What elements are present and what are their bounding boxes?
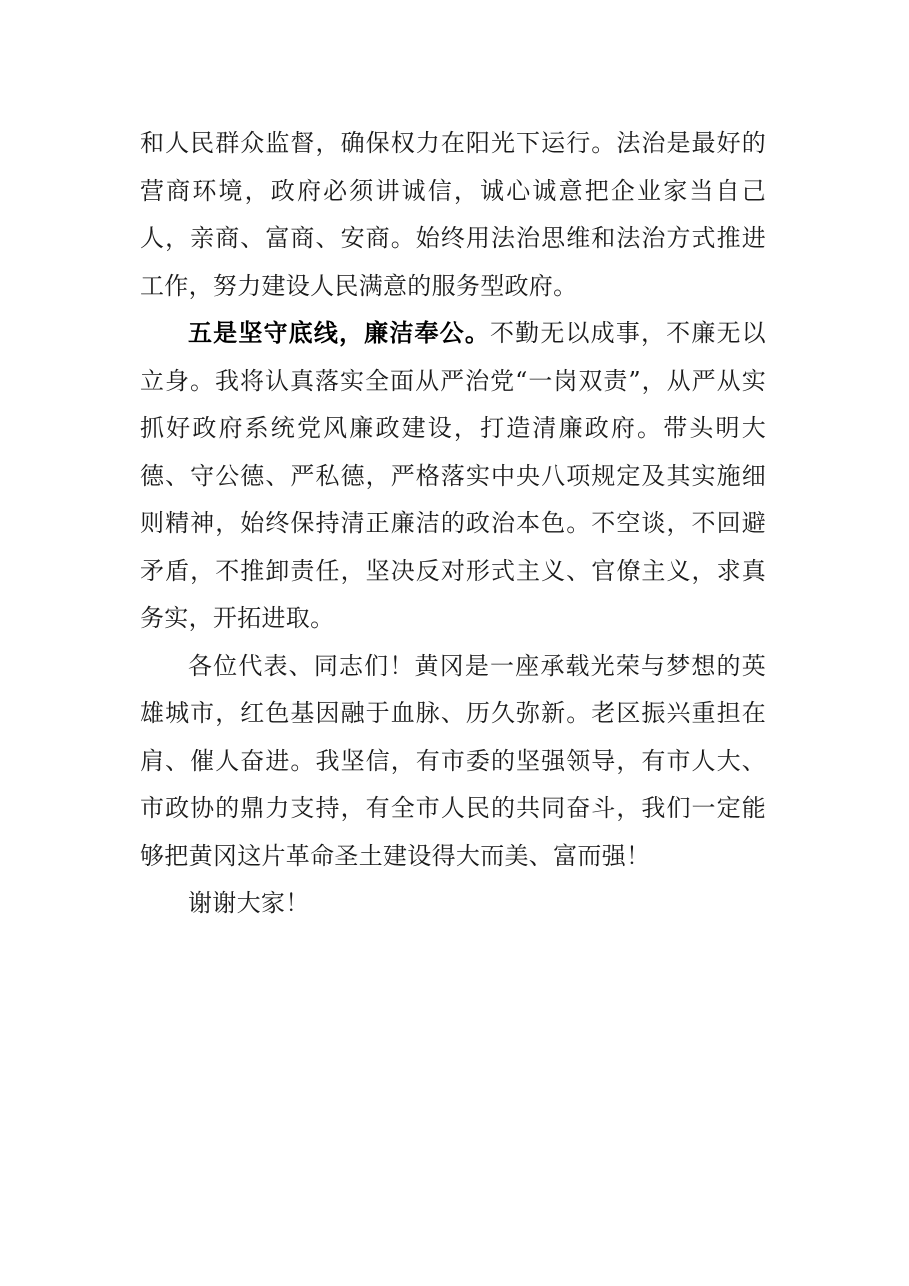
- paragraph-lead-heading: 五是坚守底线，廉洁奉公。: [188, 319, 491, 347]
- paragraph-thanks: 谢谢大家！: [188, 889, 310, 917]
- document-body: [140, 120, 766, 928]
- paragraph-integrity: [140, 310, 766, 643]
- paragraph-closing-address: 各位代表、同志们！黄冈是一座承载光荣与梦想的英雄城市，红色基因融于血脉、历久弥新。老区振兴重担在肩、催人奋进。我坚信，有市委的坚强领导，有市人大、市政协的鼎力支持，有全市人民的共同奋斗，我们一定能够把黄冈这片革命圣土建设得大而美、富而强！: [140, 651, 766, 870]
- paragraph-continuation: 和人民群众监督，确保权力在阳光下运行。法治是最好的营商环境，政府必须讲诚信，诚心诚意把企业家当自己人，亲商、富商、安商。始终用法治思维和法治方式推进工作，努力建设人民满意的服务型政府。: [140, 129, 766, 300]
- paragraph-body-text: 不勤无以成事，不廉无以立身。我将认真落实全面从严治党“一岗双责”，从严从实抓好政府系统党风廉政建设，打造清廉政府。带头明大德、守公德、严私德，严格落实中央八项规定及其实施细则精神，始终保持清正廉洁的政治本色。不空谈，不回避矛盾，不推卸责任，坚决反对形式主义、官僚主义，求真务实，开拓进取。: [140, 319, 766, 632]
